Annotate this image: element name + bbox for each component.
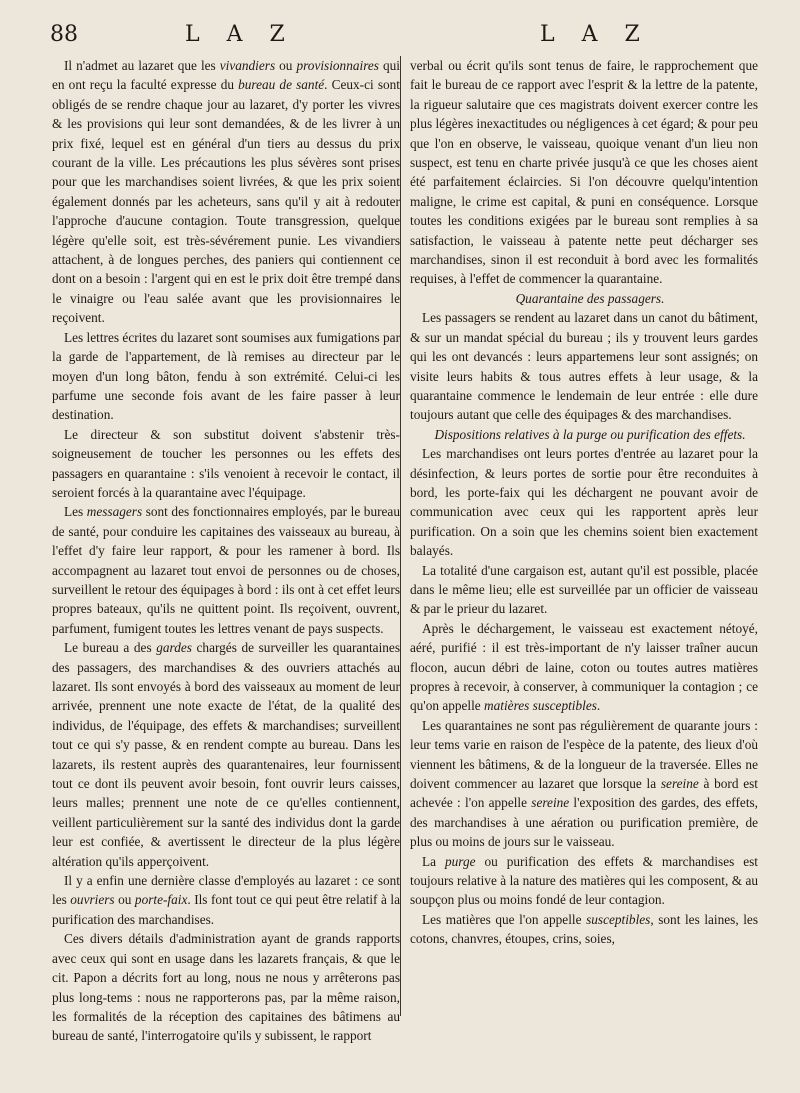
paragraph-purge: La purge ou purification des effets & marchandises est toujours relative à la nature des matières qui les composent, & au soupçon plus ou moins fondé de leur contagion. bbox=[410, 853, 758, 908]
page-number: 88 bbox=[50, 22, 78, 47]
paragraph-messagers: Les messagers sont des fonctionnaires employés, par le bureau de santé, pour conduire les capitaines des vaisseaux au bureau, à l'effet d'y faire leur rapport, & pour les ramener à bord. Ils accompagnent au lazaret tout envoi de personnes ou de choses, surveillent le retour des équipages à bord : ils ont à cet effet leurs propres bateaux, qu'ils ne quittent point. Ils reçoivent, ouvrent, parfument, fumigent toutes les lettres venant de pays suspects. bbox=[52, 504, 400, 636]
paragraph-directeur: Le directeur & son substitut doivent s'abstenir très-soigneusement de toucher les personnes ou les effets des passagers en quarantaine : s'ils venoient à recevoir le contact, il seroient forcés à la quarantaine avec l'équipage. bbox=[52, 426, 400, 500]
paragraph-administration: Ces divers détails d'administration ayant de grands rapports avec ceux qui sont en usage dans les lazarets français, & que le cit. Papon a décrits fort au long, nous ne nous y arrêterons pas plus long-tems : nous ne rapporterons pas, par la même raison, les formalités de la réception des capitaines des bâtimens au bureau de santé, l'interrogatoire qu'ils y subissent, le rapport bbox=[52, 931, 400, 1044]
paragraph-ouvriers: Il y a enfin une dernière classe d'employés au lazaret : ce sont les ouvriers ou porte-faix. Ils font tout ce qui peut être relatif à la purification des marchandises. bbox=[52, 873, 400, 927]
right-column bbox=[410, 56, 758, 949]
section-heading-purge: Dispositions relatives à la purge ou purification des effets. bbox=[434, 426, 746, 442]
left-column bbox=[52, 56, 400, 1046]
page-header bbox=[0, 22, 800, 54]
paragraph-dechargement: Après le déchargement, le vaisseau est exactement nétoyé, aéré, purifié : il est très-important de n'y laisser traîner aucun flocon, aucun débri de laine, coton ou toutes autres matières propres à recevoir, à conserver, à communiquer la contagion ; ce qu'on appelle matières susceptibles. bbox=[410, 620, 758, 714]
section-heading-passagers: Quarantaine des passagers. bbox=[515, 290, 665, 306]
paragraph-marchandises: Les marchandises ont leurs portes d'entrée au lazaret pour la désinfection, & leurs portes de sortie pour être reconduites à bord, les porte-faix qui les déchargent ne pouvant avoir de communication avec ceux qui les rapportent après leur purification. On a soin que les chemins soient bien exactement balayés. bbox=[410, 446, 758, 559]
column-divider bbox=[400, 56, 401, 1016]
running-head-right: L A Z bbox=[540, 22, 650, 47]
paragraph-gardes: Le bureau a des gardes chargés de surveiller les quarantaines des passagers, des marchandises & des ouvriers attachés au lazaret. Ils sont envoyés à bord des vaisseaux au moment de leur arrivée, prennent une note exacte de l'état, de la qualité des individus, de l'équipage, des effets & marchandises; surveillent tout ce qui s'y passe, & en rendent compte au bureau. Dans les lazarets, ils restent auprès des quarantenaires, leur fournissent tout ce dont ils peuvent avoir besoin, font ouvrir leurs caisses, leurs malles; prennent une note de ce qu'elles contiennent, veillent particulièrement sur la santé des individus dont la garde leur est confiée, & avertissent le directeur de la plus légère altération qu'ils apperçoivent. bbox=[52, 640, 400, 869]
paragraph-lettres: Les lettres écrites du lazaret sont soumises aux fumigations par la garde de l'appartement, de là remises au directeur par le moyen d'un long bâton, fendu à son extrémité. Celui-ci les parfume une seconde fois avant de les faire passer à leur destination. bbox=[52, 329, 400, 423]
paragraph-cargaison: La totalité d'une cargaison est, autant qu'il est possible, placée dans le même lieu; elle est surveillée par un officier de vaisseau & par le prieur du lazaret. bbox=[410, 562, 758, 617]
running-head-left: L A Z bbox=[185, 22, 295, 47]
paragraph-quarantaines: Les quarantaines ne sont pas régulièrement de quarante jours : leur tems varie en raison de l'espèce de la patente, des lieux d'où viennent les bâtimens, & de la longueur de la traversée. Elles ne doivent commencer au lazaret que lorsque la sereine à bord est achevée : l'on appelle sereine l'exposition des gardes, des effets, des marchandises à une aération ou purification première, de plus ou moins de jours sur le vaisseau. bbox=[410, 717, 759, 850]
paragraph-susceptibles: Les matières que l'on appelle susceptibles, sont les laines, les cotons, chanvres, étoupes, crins, soies, bbox=[410, 911, 758, 947]
paragraph-passagers: Les passagers se rendent au lazaret dans un canot du bâtiment, & sur un mandat spécial du bureau ; ils y trouvent leurs gardes qui les ont devancés : leurs appartemens leur sont assignés; on visite leurs habits & tous autres effets à leur usage, & la quarantaine commence le lendemain de leur entrée : elle dure toujours autant que celle des équipages & des marchandises. bbox=[410, 310, 758, 423]
paragraph-vivandiers: Il n'admet au lazaret que les vivandiers ou provisionnaires qui en ont reçu la faculté expresse du bureau de santé. Ceux-ci sont obligés de se rendre chaque jour au lazaret, d'y porter les vivres & les provisions qui leur sont demandées, & de les livrer à un prix fixé, lequel est en général d'un tiers au dessus du prix courant de la ville. Les précautions les plus sévères sont prises pour que les marchandises soient livrées, & que les prix soient également donnés par les acheteurs, sans qu'il y ait à redouter l'approche d'aucune contagion. Toute transgression, quelque légère qu'elle soit, est très-sévérement punie. Les vivandiers attachent, à de longues perches, des paniers qui contiennent ce dont on a besoin : l'argent qui en est le prix doit être trempé dans le vinaigre ou l'eau salée avant que les provisionnaires le reçoivent. bbox=[52, 58, 400, 326]
paragraph-rapport-continued: verbal ou écrit qu'ils sont tenus de faire, le rapprochement que fait le bureau de ce rapport avec l'esprit & la lettre de la patente, la rigueur salutaire que ces magistrats doivent exercer contre les plus légères inexactitudes ou négligences à cet égard; & pour peu que l'on en observe, le vaisseau, quoique venant d'un lieu non suspect, est tenu en charte privée jusqu'à ce que les choses aient été parfaitement éclaircies. Si l'on découvre quelqu'intention maligne, le crime est capital, & puni en conséquence. Lorsque toutes les conditions exigées par le bureau sont remplies à sa satisfaction, le vaisseau à patente nette peut décharger ses marchandises, sinon il est reconduit à bord avec les formalités requises, à l'effet de commencer la quarantaine. bbox=[410, 58, 758, 287]
